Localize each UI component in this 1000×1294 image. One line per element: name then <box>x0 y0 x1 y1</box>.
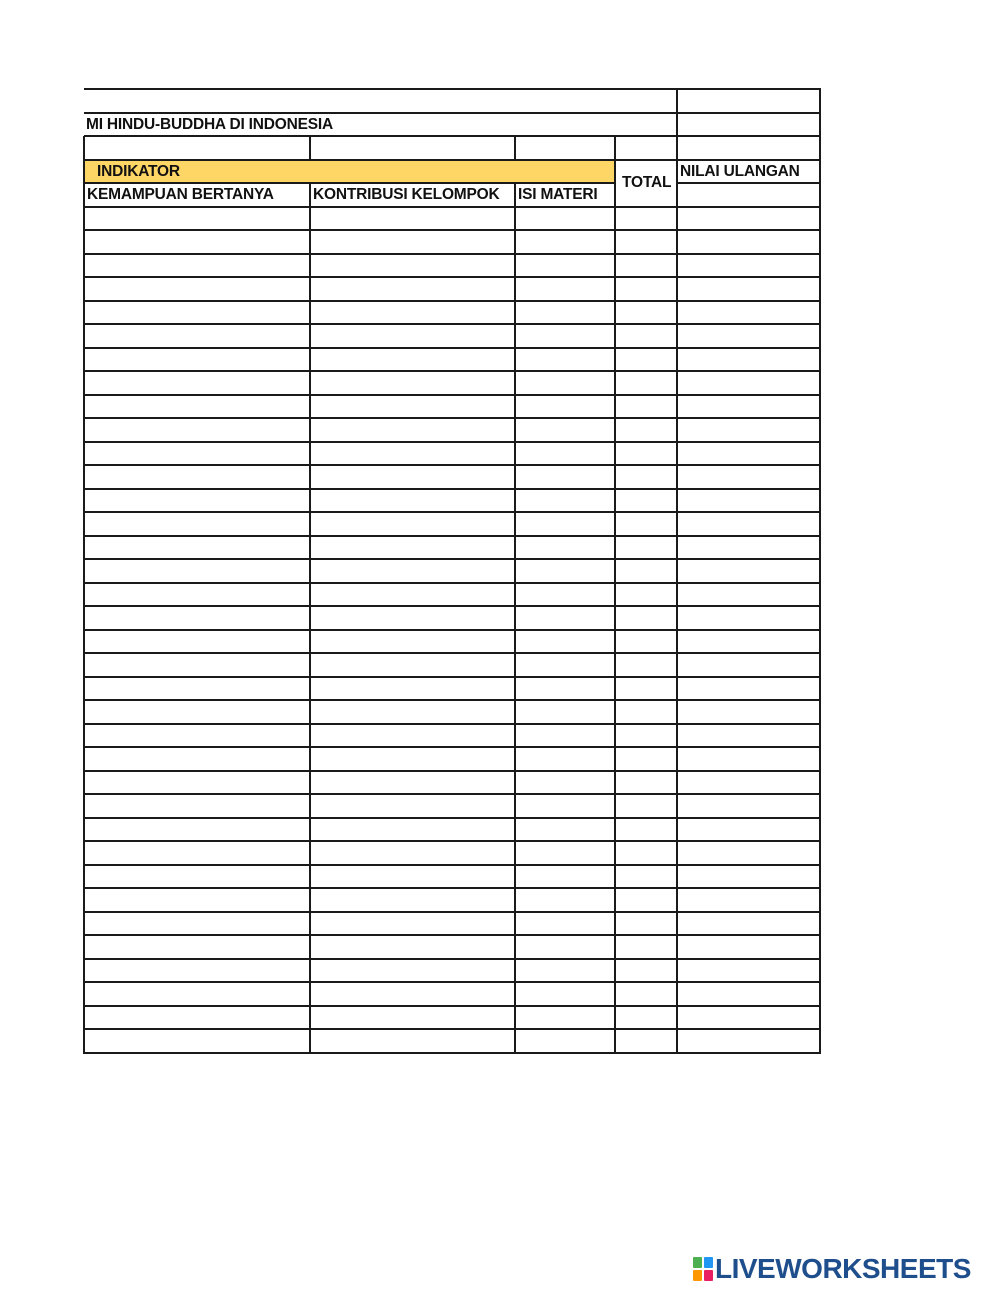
cell-asking[interactable] <box>85 654 309 676</box>
cell-content[interactable] <box>516 701 614 723</box>
cell-content[interactable] <box>516 419 614 441</box>
cell-content[interactable] <box>516 255 614 277</box>
cell-contribution[interactable] <box>311 443 514 465</box>
cell-content[interactable] <box>516 842 614 864</box>
cell-asking[interactable] <box>85 231 309 253</box>
cell-contribution[interactable] <box>311 748 514 770</box>
cell-total[interactable] <box>616 654 676 676</box>
cell-score[interactable] <box>678 490 819 512</box>
cell-asking[interactable] <box>85 325 309 347</box>
column-header-contribution: KONTRIBUSI KELOMPOK <box>313 186 500 203</box>
cell-total[interactable] <box>616 537 676 559</box>
cell-asking[interactable] <box>85 349 309 371</box>
cell-contribution[interactable] <box>311 466 514 488</box>
cell-total[interactable] <box>616 302 676 324</box>
cell-content[interactable] <box>516 513 614 535</box>
cell-content[interactable] <box>516 866 614 888</box>
cell-score[interactable] <box>678 349 819 371</box>
cell-contribution[interactable] <box>311 866 514 888</box>
cell-content[interactable] <box>516 349 614 371</box>
cell-total[interactable] <box>616 607 676 629</box>
liveworksheets-logo <box>693 1255 971 1283</box>
cell-total[interactable] <box>616 960 676 982</box>
grid-line <box>84 112 821 114</box>
cell-contribution[interactable] <box>311 490 514 512</box>
grid-line <box>309 136 311 161</box>
cell-score[interactable] <box>678 631 819 653</box>
cell-score[interactable] <box>678 725 819 747</box>
cell-contribution[interactable] <box>311 1030 514 1052</box>
cell-asking[interactable] <box>85 819 309 841</box>
cell-asking[interactable] <box>85 537 309 559</box>
cell-asking[interactable] <box>85 913 309 935</box>
cell-content[interactable] <box>516 678 614 700</box>
cell-contribution[interactable] <box>311 772 514 794</box>
grid-line-top <box>84 88 821 90</box>
cell-asking[interactable] <box>85 443 309 465</box>
cell-asking[interactable] <box>85 1030 309 1052</box>
cell-contribution[interactable] <box>311 795 514 817</box>
worksheet-title: ΜI HINDU-BUDDHA DI INDONESIA <box>86 116 333 133</box>
cell-total[interactable] <box>616 725 676 747</box>
cell-content[interactable] <box>516 584 614 606</box>
cell-total[interactable] <box>616 913 676 935</box>
liveworksheets-logo-icon <box>693 1257 713 1281</box>
cell-contribution[interactable] <box>311 819 514 841</box>
cell-contribution[interactable] <box>311 725 514 747</box>
cell-content[interactable] <box>516 607 614 629</box>
cell-content[interactable] <box>516 466 614 488</box>
cell-total[interactable] <box>616 372 676 394</box>
score-header: NILAI ULANGAN <box>680 163 800 180</box>
cell-score[interactable] <box>678 795 819 817</box>
cell-contribution[interactable] <box>311 349 514 371</box>
cell-asking[interactable] <box>85 302 309 324</box>
cell-content[interactable] <box>516 231 614 253</box>
cell-score[interactable] <box>678 913 819 935</box>
cell-contribution[interactable] <box>311 302 514 324</box>
cell-contribution[interactable] <box>311 325 514 347</box>
cell-asking[interactable] <box>85 419 309 441</box>
cell-contribution[interactable] <box>311 372 514 394</box>
cell-contribution[interactable] <box>311 936 514 958</box>
cell-total[interactable] <box>616 325 676 347</box>
cell-contribution[interactable] <box>311 678 514 700</box>
cell-contribution[interactable] <box>311 208 514 230</box>
cell-total[interactable] <box>616 349 676 371</box>
cell-asking[interactable] <box>85 795 309 817</box>
cell-total[interactable] <box>616 631 676 653</box>
cell-total[interactable] <box>616 255 676 277</box>
cell-asking[interactable] <box>85 960 309 982</box>
cell-total[interactable] <box>616 842 676 864</box>
cell-total[interactable] <box>616 396 676 418</box>
cell-asking[interactable] <box>85 208 309 230</box>
cell-contribution[interactable] <box>311 842 514 864</box>
cell-score[interactable] <box>678 325 819 347</box>
cell-content[interactable] <box>516 560 614 582</box>
cell-total[interactable] <box>616 1007 676 1029</box>
cell-content[interactable] <box>516 725 614 747</box>
cell-contribution[interactable] <box>311 983 514 1005</box>
cell-asking[interactable] <box>85 1007 309 1029</box>
cell-content[interactable] <box>516 819 614 841</box>
cell-contribution[interactable] <box>311 631 514 653</box>
grid-line <box>84 135 821 137</box>
cell-asking[interactable] <box>85 889 309 911</box>
cell-asking[interactable] <box>85 396 309 418</box>
cell-contribution[interactable] <box>311 537 514 559</box>
cell-asking[interactable] <box>85 983 309 1005</box>
cell-score[interactable] <box>678 537 819 559</box>
cell-content[interactable] <box>516 1007 614 1029</box>
cell-content[interactable] <box>516 302 614 324</box>
cell-content[interactable] <box>516 936 614 958</box>
cell-total[interactable] <box>616 584 676 606</box>
cell-total[interactable] <box>616 748 676 770</box>
cell-content[interactable] <box>516 372 614 394</box>
cell-content[interactable] <box>516 772 614 794</box>
cell-score[interactable] <box>678 889 819 911</box>
indicator-header: INDIKATOR <box>97 163 180 180</box>
cell-content[interactable] <box>516 490 614 512</box>
cell-score[interactable] <box>678 372 819 394</box>
cell-score[interactable] <box>678 278 819 300</box>
cell-score[interactable] <box>678 842 819 864</box>
cell-asking[interactable] <box>85 772 309 794</box>
cell-content[interactable] <box>516 654 614 676</box>
cell-contribution[interactable] <box>311 584 514 606</box>
cell-asking[interactable] <box>85 936 309 958</box>
grid-line <box>84 182 616 184</box>
cell-score[interactable] <box>678 466 819 488</box>
cell-total[interactable] <box>616 231 676 253</box>
cell-asking[interactable] <box>85 842 309 864</box>
cell-asking[interactable] <box>85 866 309 888</box>
cell-score[interactable] <box>678 607 819 629</box>
cell-score[interactable] <box>678 936 819 958</box>
cell-asking[interactable] <box>85 466 309 488</box>
cell-asking[interactable] <box>85 513 309 535</box>
cell-score[interactable] <box>678 443 819 465</box>
cell-contribution[interactable] <box>311 255 514 277</box>
cell-asking[interactable] <box>85 490 309 512</box>
cell-content[interactable] <box>516 631 614 653</box>
grid-line-bottom <box>84 1052 821 1054</box>
cell-total[interactable] <box>616 560 676 582</box>
cell-total[interactable] <box>616 866 676 888</box>
cell-content[interactable] <box>516 913 614 935</box>
cell-contribution[interactable] <box>311 396 514 418</box>
cell-content[interactable] <box>516 396 614 418</box>
cell-total[interactable] <box>616 772 676 794</box>
cell-asking[interactable] <box>85 372 309 394</box>
cell-contribution[interactable] <box>311 889 514 911</box>
cell-contribution[interactable] <box>311 701 514 723</box>
cell-score[interactable] <box>678 1030 819 1052</box>
cell-total[interactable] <box>616 819 676 841</box>
cell-score[interactable] <box>678 983 819 1005</box>
cell-score[interactable] <box>678 302 819 324</box>
cell-total[interactable] <box>616 701 676 723</box>
cell-score[interactable] <box>678 819 819 841</box>
grid-line <box>514 136 516 161</box>
cell-asking[interactable] <box>85 584 309 606</box>
cell-score[interactable] <box>678 1007 819 1029</box>
cell-total[interactable] <box>616 419 676 441</box>
cell-contribution[interactable] <box>311 419 514 441</box>
cell-contribution[interactable] <box>311 560 514 582</box>
cell-score[interactable] <box>678 584 819 606</box>
grid-line <box>677 182 821 184</box>
cell-asking[interactable] <box>85 631 309 653</box>
cell-score[interactable] <box>678 419 819 441</box>
cell-score[interactable] <box>678 255 819 277</box>
cell-asking[interactable] <box>85 678 309 700</box>
cell-content[interactable] <box>516 208 614 230</box>
cell-score[interactable] <box>678 513 819 535</box>
column-header-asking: KEMAMPUAN BERTANYA <box>87 186 274 203</box>
cell-contribution[interactable] <box>311 231 514 253</box>
cell-asking[interactable] <box>85 560 309 582</box>
cell-score[interactable] <box>678 748 819 770</box>
cell-content[interactable] <box>516 748 614 770</box>
cell-contribution[interactable] <box>311 960 514 982</box>
cell-score[interactable] <box>678 396 819 418</box>
column-header-content: ISI MATERI <box>518 186 598 203</box>
cell-asking[interactable] <box>85 701 309 723</box>
cell-contribution[interactable] <box>311 1007 514 1029</box>
cell-total[interactable] <box>616 443 676 465</box>
cell-contribution[interactable] <box>311 654 514 676</box>
cell-asking[interactable] <box>85 255 309 277</box>
cell-content[interactable] <box>516 1030 614 1052</box>
cell-total[interactable] <box>616 936 676 958</box>
grid-line <box>84 159 821 161</box>
cell-total[interactable] <box>616 490 676 512</box>
cell-total[interactable] <box>616 889 676 911</box>
cell-total[interactable] <box>616 795 676 817</box>
liveworksheets-logo-text: LIVEWORKSHEETS <box>715 1253 971 1284</box>
cell-total[interactable] <box>616 208 676 230</box>
cell-total[interactable] <box>616 466 676 488</box>
cell-score[interactable] <box>678 960 819 982</box>
cell-total[interactable] <box>616 983 676 1005</box>
cell-contribution[interactable] <box>311 513 514 535</box>
cell-score[interactable] <box>678 560 819 582</box>
cell-contribution[interactable] <box>311 913 514 935</box>
total-header: TOTAL <box>622 174 672 191</box>
cell-total[interactable] <box>616 1030 676 1052</box>
cell-content[interactable] <box>516 278 614 300</box>
cell-asking[interactable] <box>85 607 309 629</box>
cell-score[interactable] <box>678 701 819 723</box>
cell-content[interactable] <box>516 325 614 347</box>
cell-score[interactable] <box>678 678 819 700</box>
cell-score[interactable] <box>678 654 819 676</box>
cell-score[interactable] <box>678 231 819 253</box>
cell-content[interactable] <box>516 443 614 465</box>
cell-asking[interactable] <box>85 278 309 300</box>
cell-asking[interactable] <box>85 725 309 747</box>
cell-asking[interactable] <box>85 748 309 770</box>
cell-total[interactable] <box>616 513 676 535</box>
cell-total[interactable] <box>616 278 676 300</box>
cell-score[interactable] <box>678 772 819 794</box>
cell-content[interactable] <box>516 889 614 911</box>
cell-content[interactable] <box>516 983 614 1005</box>
cell-content[interactable] <box>516 795 614 817</box>
cell-score[interactable] <box>678 866 819 888</box>
cell-contribution[interactable] <box>311 278 514 300</box>
cell-content[interactable] <box>516 960 614 982</box>
grid-line <box>819 89 821 1054</box>
cell-contribution[interactable] <box>311 607 514 629</box>
cell-total[interactable] <box>616 678 676 700</box>
cell-content[interactable] <box>516 537 614 559</box>
cell-score[interactable] <box>678 208 819 230</box>
